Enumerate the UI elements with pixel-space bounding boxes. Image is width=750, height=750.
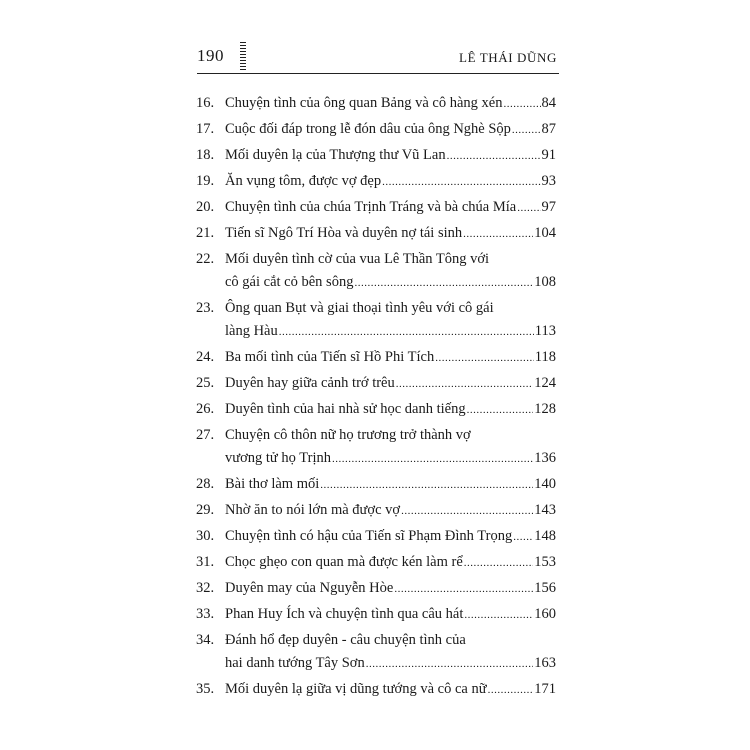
toc-entry-title: Mối duyên lạ của Thượng thư Vũ Lan (225, 147, 446, 163)
toc-entry-number: 26. (196, 401, 215, 417)
toc-entry-number: 22. (196, 251, 215, 267)
toc-entry-line (196, 92, 556, 115)
toc-entry-page: 163 (534, 655, 556, 671)
toc-entry-page: 156 (534, 580, 556, 596)
toc-entry (196, 196, 556, 219)
toc-entry-line (196, 196, 556, 219)
toc-entry-page: 93 (541, 173, 556, 189)
page-header (197, 40, 559, 74)
toc-entry (196, 372, 556, 395)
toc-entry (196, 525, 556, 548)
toc-dot-leader (464, 604, 533, 627)
toc-dot-leader (517, 197, 540, 220)
toc-entry-line (196, 170, 556, 193)
page-number: 190 (197, 46, 224, 65)
toc-entry-line (196, 297, 556, 320)
toc-entry (196, 678, 556, 701)
toc-entry-page: 124 (534, 375, 556, 391)
toc-entry (196, 551, 556, 574)
table-of-contents (196, 92, 556, 704)
toc-entry-number: 29. (196, 502, 215, 518)
toc-entry-title: Mối duyên tình cờ của vua Lê Thần Tông với (225, 251, 490, 267)
toc-dot-leader (464, 552, 533, 575)
toc-entry-title: Cuộc đối đáp trong lễ đón dâu của ông Nghè Sộp (225, 121, 511, 137)
toc-entry-page: 118 (534, 349, 556, 365)
toc-entry (196, 424, 556, 470)
toc-entry-page: 113 (534, 323, 556, 339)
toc-entry (196, 144, 556, 167)
toc-entry-number: 30. (196, 528, 215, 544)
toc-entry-line (196, 577, 556, 600)
toc-dot-leader (467, 399, 534, 422)
toc-entry-title: Ba mối tình của Tiến sĩ Hồ Phi Tích (225, 349, 435, 365)
toc-entry (196, 170, 556, 193)
toc-entry-number: 23. (196, 300, 215, 316)
toc-entry-number: 28. (196, 476, 215, 492)
toc-dot-leader (435, 347, 534, 370)
toc-entry-number: 16. (196, 95, 215, 111)
toc-entry-number: 32. (196, 580, 215, 596)
toc-entry-number: 19. (196, 173, 215, 189)
toc-entry-title: Chuyện tình có hậu của Tiến sĩ Phạm Đình Trọng (225, 528, 513, 544)
toc-dot-leader (332, 448, 533, 471)
toc-entry-page: 84 (541, 95, 556, 111)
toc-dot-leader (512, 119, 541, 142)
toc-dot-leader (394, 578, 533, 601)
toc-entry-line (196, 678, 556, 701)
toc-entry-title: Nhờ ăn to nói lớn mà được vợ (225, 502, 401, 518)
toc-entry-title: Chọc ghẹo con quan mà được kén làm rể (225, 554, 463, 570)
toc-entry (196, 118, 556, 141)
toc-entry-number: 34. (196, 632, 215, 648)
toc-dot-leader (279, 321, 534, 344)
toc-dot-leader (503, 93, 540, 116)
toc-entry-number: 31. (196, 554, 215, 570)
toc-entry-title: Tiến sĩ Ngô Trí Hòa và duyên nợ tái sinh (225, 225, 463, 241)
toc-dot-leader (382, 171, 540, 194)
toc-entry-page: 87 (541, 121, 556, 137)
toc-entry-title: Bài thơ làm mối (225, 476, 320, 492)
toc-entry-line (196, 222, 556, 245)
toc-entry-page: 140 (534, 476, 556, 492)
toc-entry-title: Ông quan Bụt và giai thoại tình yêu với cô gái (225, 300, 494, 316)
toc-dot-leader (366, 653, 534, 676)
toc-entry-number: 33. (196, 606, 215, 622)
toc-entry-line (196, 144, 556, 167)
toc-entry-number: 18. (196, 147, 215, 163)
toc-entry-title: Phan Huy Ích và chuyện tình qua câu hát (225, 606, 464, 622)
toc-entry-line (196, 320, 556, 343)
toc-entry-page: 136 (534, 450, 556, 466)
toc-entry (196, 92, 556, 115)
toc-dot-leader (354, 272, 533, 295)
toc-entry-line (196, 473, 556, 496)
toc-entry-title: Duyên hay giữa cảnh trớ trêu (225, 375, 395, 391)
toc-entry-page: 91 (541, 147, 556, 163)
toc-entry-line (196, 603, 556, 626)
toc-entry-line (196, 118, 556, 141)
toc-entry-title: hai danh tướng Tây Sơn (225, 655, 365, 671)
toc-entry-number: 25. (196, 375, 215, 391)
toc-entry-title: Duyên tình của hai nhà sử học danh tiếng (225, 401, 466, 417)
toc-entry-number: 21. (196, 225, 215, 241)
toc-entry-number: 24. (196, 349, 215, 365)
toc-entry (196, 248, 556, 294)
toc-entry-title: Chuyện cô thôn nữ họ trương trở thành vợ (225, 427, 471, 443)
toc-entry (196, 222, 556, 245)
toc-entry-number: 17. (196, 121, 215, 137)
toc-entry-page: 143 (534, 502, 556, 518)
toc-entry-page: 153 (534, 554, 556, 570)
toc-entry-title: làng Hàu (225, 323, 278, 339)
toc-entry-title: cô gái cắt cỏ bên sông (225, 274, 354, 290)
toc-entry (196, 577, 556, 600)
toc-entry (196, 297, 556, 343)
toc-entry-title: Ăn vụng tôm, được vợ đẹp (225, 173, 382, 189)
toc-entry-line (196, 424, 556, 447)
header-rule (197, 73, 559, 74)
toc-entry-page: 171 (534, 681, 556, 697)
toc-entry-line (196, 652, 556, 675)
toc-entry (196, 603, 556, 626)
toc-entry-line (196, 398, 556, 421)
toc-entry-line (196, 447, 556, 470)
toc-entry (196, 473, 556, 496)
toc-entry-line (196, 551, 556, 574)
toc-entry-page: 108 (534, 274, 556, 290)
toc-dot-leader (447, 145, 541, 168)
toc-entry-line (196, 499, 556, 522)
toc-entry (196, 398, 556, 421)
header-author: LÊ THÁI DŨNG (459, 50, 557, 65)
toc-dot-leader (488, 679, 534, 702)
header-ornament (240, 42, 246, 72)
toc-dot-leader (513, 526, 533, 549)
toc-entry (196, 346, 556, 369)
toc-entry-page: 97 (541, 199, 556, 215)
toc-dot-leader (401, 500, 533, 523)
toc-dot-leader (463, 223, 533, 246)
toc-entry-line (196, 271, 556, 294)
toc-entry-page: 160 (534, 606, 556, 622)
toc-entry-page: 128 (534, 401, 556, 417)
toc-entry-line (196, 372, 556, 395)
toc-entry-line (196, 346, 556, 369)
toc-dot-leader (396, 373, 534, 396)
toc-entry-title: Chuyện tình của chúa Trịnh Tráng và bà chúa Mía (225, 199, 517, 215)
toc-entry-title: Duyên may của Nguyễn Hòe (225, 580, 394, 596)
toc-entry-line (196, 629, 556, 652)
toc-dot-leader (320, 474, 533, 497)
toc-entry-title: vương tử họ Trịnh (225, 450, 331, 466)
toc-entry-title: Chuyện tình của ông quan Bảng và cô hàng xén (225, 95, 503, 111)
toc-entry-page: 148 (534, 528, 556, 544)
toc-entry (196, 629, 556, 675)
toc-entry-number: 20. (196, 199, 215, 215)
toc-entry-number: 27. (196, 427, 215, 443)
toc-entry-line (196, 525, 556, 548)
toc-entry (196, 499, 556, 522)
toc-entry-line (196, 248, 556, 271)
toc-entry-title: Mối duyên lạ giữa vị dũng tướng và cô ca nữ (225, 681, 487, 697)
toc-entry-title: Đánh hổ đẹp duyên - câu chuyện tình của (225, 632, 466, 648)
toc-entry-number: 35. (196, 681, 215, 697)
toc-entry-page: 104 (534, 225, 556, 241)
